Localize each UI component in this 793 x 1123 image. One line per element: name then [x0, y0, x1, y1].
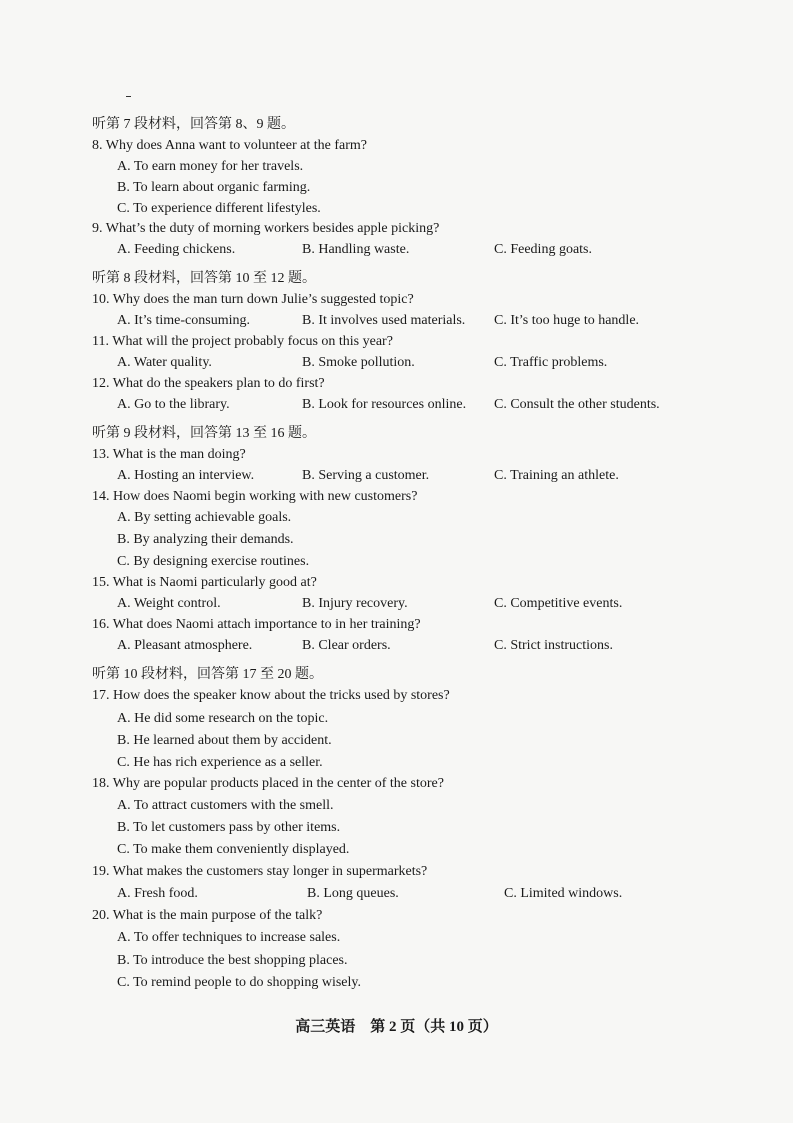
option-a: A. To earn money for her travels.: [117, 159, 304, 174]
option-b: B. Clear orders.: [302, 638, 391, 653]
option-a: A. By setting achievable goals.: [117, 510, 292, 525]
section-header: 听第 7 段材料，回答第 8、9 题。: [92, 117, 295, 132]
option-a: A. Hosting an interview.: [117, 468, 255, 483]
section-header: 听第 8 段材料，回答第 10 至 12 题。: [92, 271, 316, 286]
option-b: B. Smoke pollution.: [302, 355, 415, 370]
option-b: B. Look for resources online.: [302, 397, 467, 412]
option-b: B. Serving a customer.: [302, 468, 430, 483]
option-a: A. It’s time-consuming.: [117, 313, 250, 328]
option-b: B. To let customers pass by other items.: [117, 820, 341, 835]
option-c: C. Consult the other students.: [494, 397, 660, 412]
option-c: C. Competitive events.: [494, 596, 623, 611]
option-c: C. He has rich experience as a seller.: [117, 755, 323, 770]
option-c: C. By designing exercise routines.: [117, 554, 310, 569]
option-a: A. Feeding chickens.: [117, 242, 236, 257]
page-footer: 高三英语 第 2 页（共 10 页）: [295, 1019, 498, 1035]
option-a: A. He did some research on the topic.: [117, 711, 329, 726]
option-a: A. Go to the library.: [117, 397, 230, 412]
option-c: C. Training an athlete.: [494, 468, 619, 483]
option-c: C. Feeding goats.: [494, 242, 592, 257]
question-stem: 19. What makes the customers stay longer in supermarkets?: [92, 864, 428, 879]
option-b: B. To introduce the best shopping places.: [117, 953, 348, 968]
option-b: B. To learn about organic farming.: [117, 180, 311, 195]
option-b: B. Handling waste.: [302, 242, 410, 257]
option-a: A. To offer techniques to increase sales.: [117, 930, 341, 945]
question-stem: 9. What’s the duty of morning workers besides apple picking?: [92, 221, 440, 236]
question-stem: 18. Why are popular products placed in the center of the store?: [92, 776, 444, 791]
question-stem: 17. How does the speaker know about the tricks used by stores?: [92, 688, 450, 703]
section-header: 听第 9 段材料，回答第 13 至 16 题。: [92, 426, 316, 441]
option-b: B. By analyzing their demands.: [117, 532, 294, 547]
question-stem: 16. What does Naomi attach importance to in her training?: [92, 617, 421, 632]
option-c: C. To experience different lifestyles.: [117, 201, 321, 216]
question-stem: 12. What do the speakers plan to do first?: [92, 376, 325, 391]
option-a: A. Pleasant atmosphere.: [117, 638, 253, 653]
option-c: C. Strict instructions.: [494, 638, 613, 653]
option-a: A. Weight control.: [117, 596, 221, 611]
option-c: C. To make them conveniently displayed.: [117, 842, 350, 857]
option-c: C. Limited windows.: [504, 886, 623, 901]
question-stem: 15. What is Naomi particularly good at?: [92, 575, 317, 590]
option-a: A. Water quality.: [117, 355, 212, 370]
question-stem: 14. How does Naomi begin working with new customers?: [92, 489, 418, 504]
option-b: B. He learned about them by accident.: [117, 733, 332, 748]
option-b: B. Injury recovery.: [302, 596, 408, 611]
scan-mark: [126, 96, 131, 97]
option-a: A. To attract customers with the smell.: [117, 798, 334, 813]
option-c: C. It’s too huge to handle.: [494, 313, 640, 328]
question-stem: 11. What will the project probably focus on this year?: [92, 334, 393, 349]
option-b: B. Long queues.: [307, 886, 399, 901]
question-stem: 10. Why does the man turn down Julie’s suggested topic?: [92, 292, 414, 307]
question-stem: 13. What is the man doing?: [92, 447, 246, 462]
option-c: C. To remind people to do shopping wisely.: [117, 975, 362, 990]
question-stem: 8. Why does Anna want to volunteer at the farm?: [92, 138, 367, 153]
section-header: 听第 10 段材料，回答第 17 至 20 题。: [92, 667, 323, 682]
question-stem: 20. What is the main purpose of the talk?: [92, 908, 323, 923]
option-c: C. Traffic problems.: [494, 355, 608, 370]
option-b: B. It involves used materials.: [302, 313, 466, 328]
option-a: A. Fresh food.: [117, 886, 198, 901]
